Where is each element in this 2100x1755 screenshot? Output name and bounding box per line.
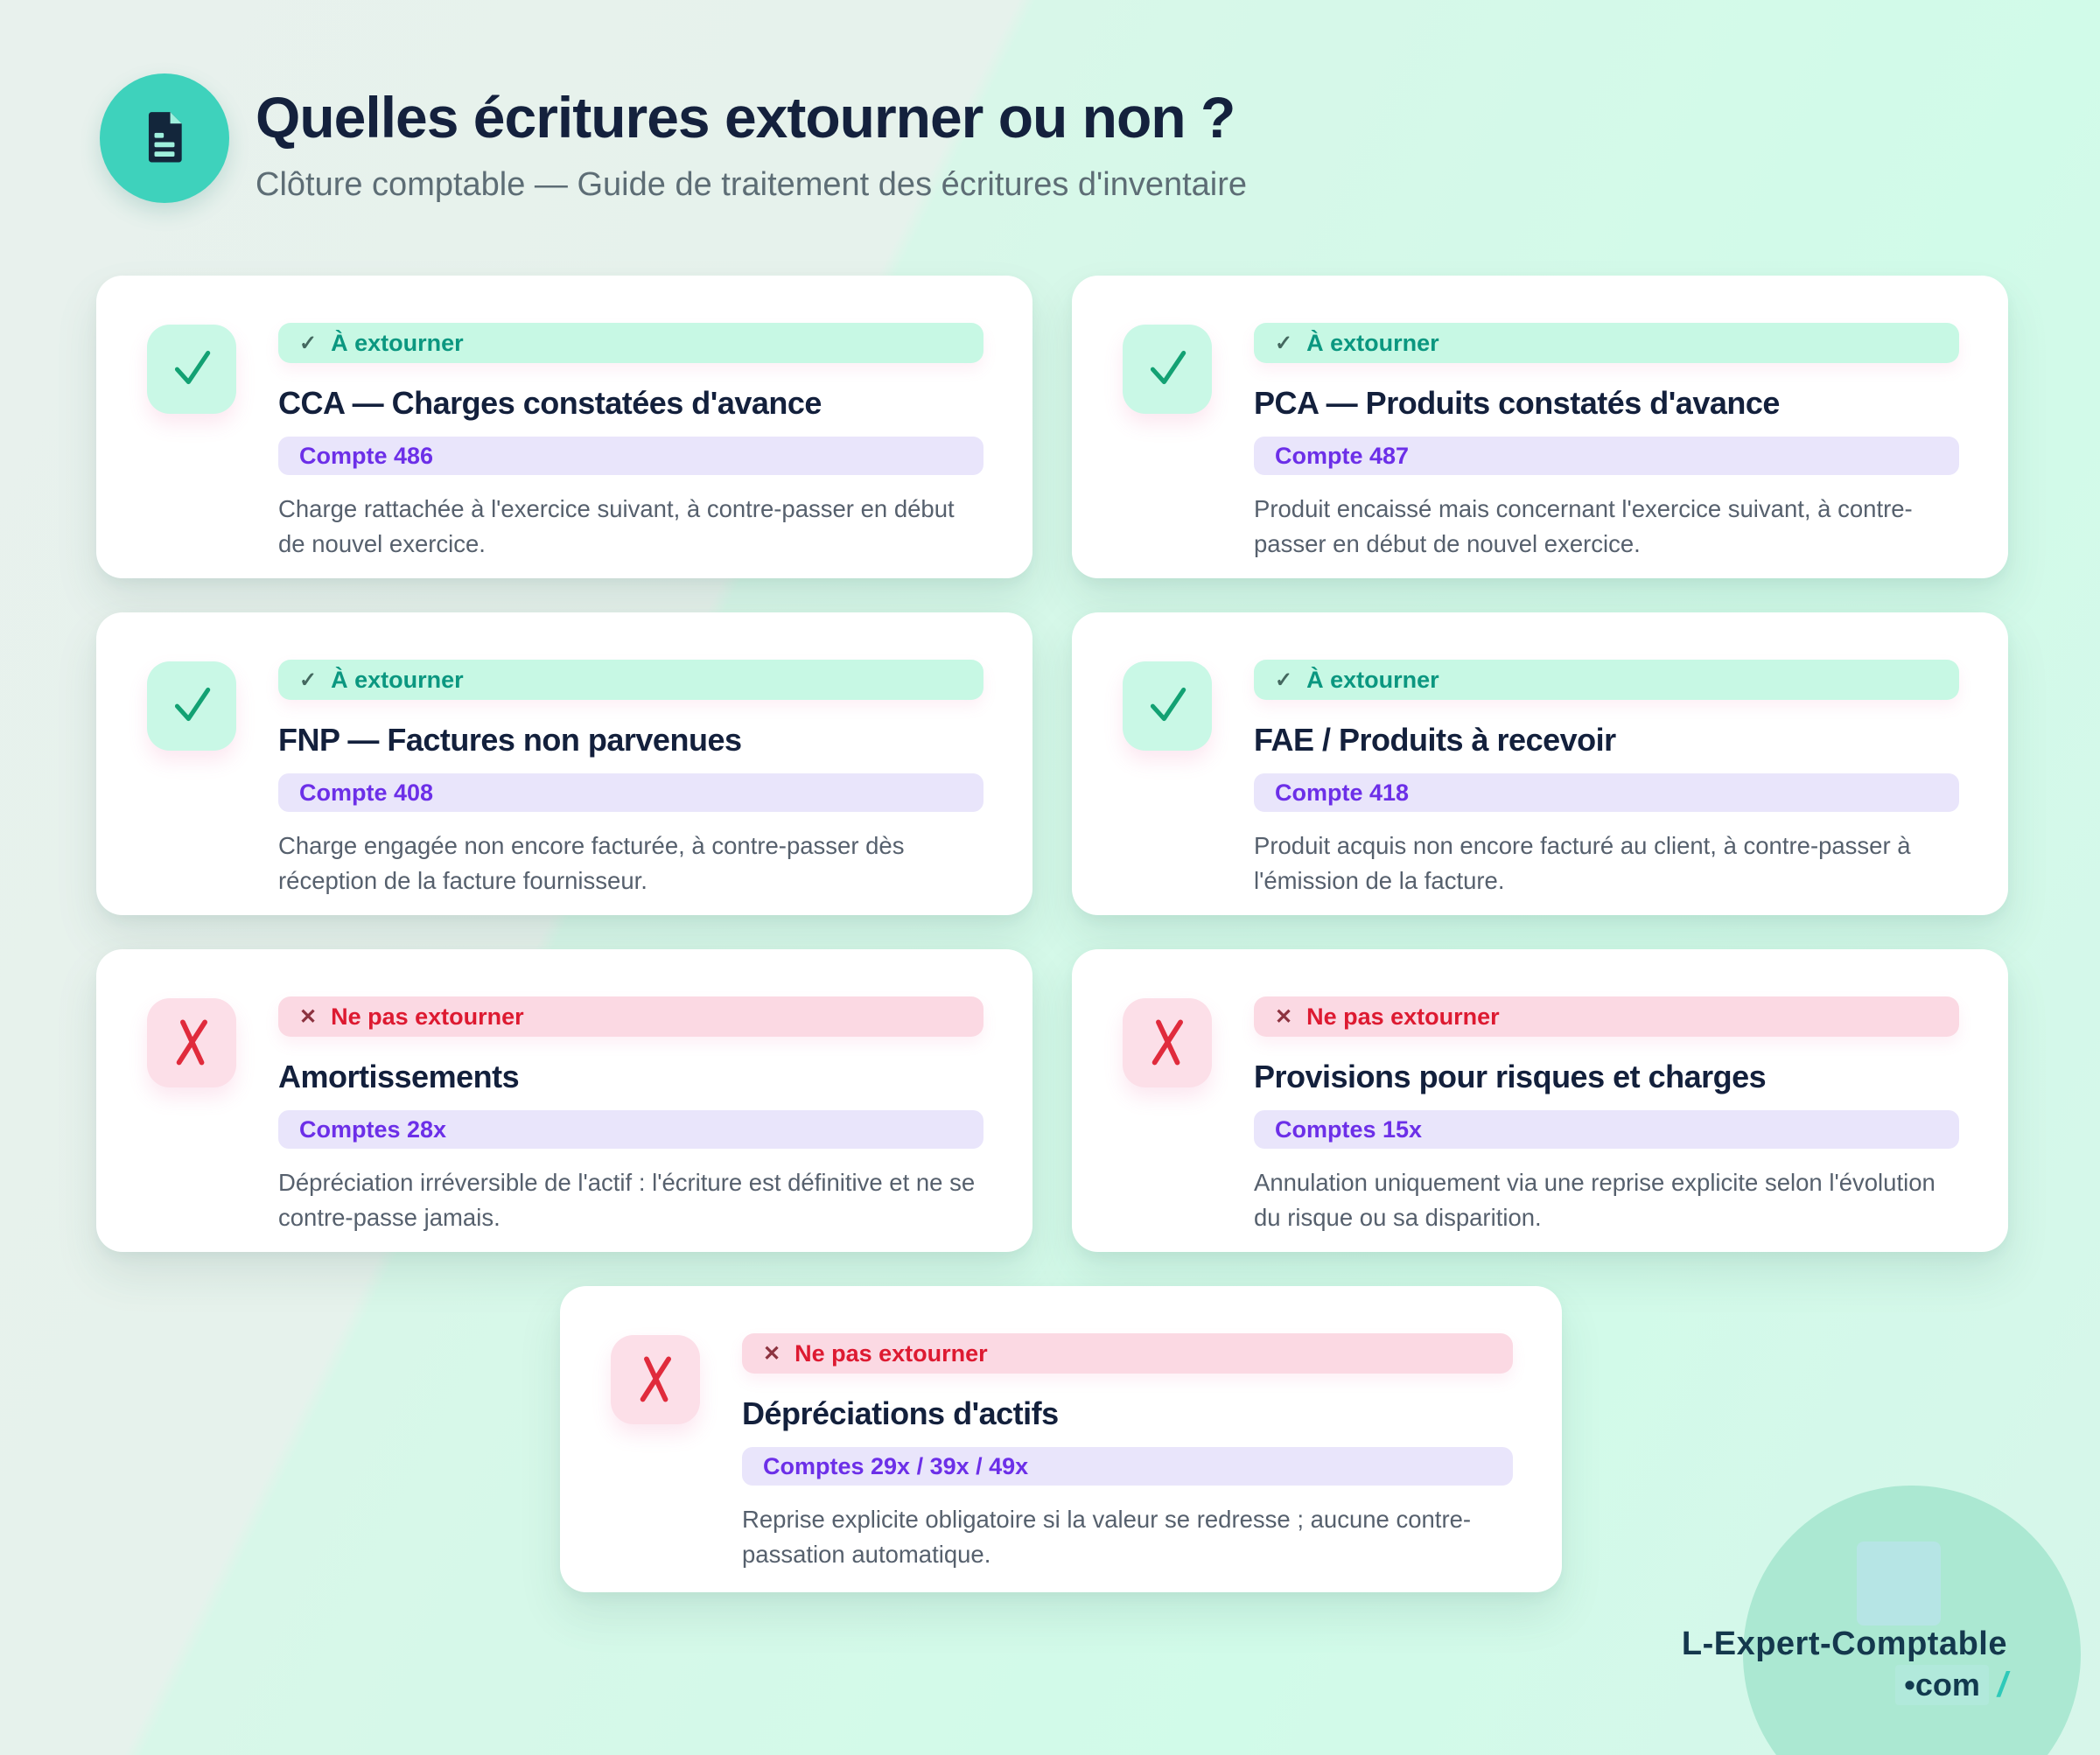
status-tile <box>611 1335 700 1424</box>
status-tile <box>1123 661 1212 751</box>
cross-icon: ✕ <box>299 1004 318 1029</box>
status-badge <box>278 996 984 1037</box>
card-title: Provisions pour risques et charges <box>1254 1059 1767 1094</box>
check-icon: ✓ <box>1275 668 1293 692</box>
card-description: Charge rattachée à l'exercice suivant, à contre-passer en début de nouvel exercice. <box>278 495 955 557</box>
status-badge-label: À extourner <box>331 666 464 693</box>
card-description: Dépréciation irréversible de l'actif : l'écriture est définitive et ne se contre-passe jamais. <box>278 1169 976 1231</box>
check-icon <box>160 336 223 403</box>
cross-icon <box>1136 1010 1199 1077</box>
status-badge-label: Ne pas extourner <box>794 1339 988 1367</box>
status-badge-label: À extourner <box>1306 666 1439 693</box>
card-title: FNP — Factures non parvenues <box>278 722 742 758</box>
check-icon: ✓ <box>299 668 318 692</box>
cross-icon: ✕ <box>1275 1004 1293 1029</box>
status-badge-label: Ne pas extourner <box>331 1003 524 1030</box>
card-title: Dépréciations d'actifs <box>742 1395 1059 1431</box>
check-icon: ✓ <box>299 331 318 355</box>
cross-icon <box>160 1010 223 1077</box>
status-tile <box>147 661 236 751</box>
card-description: Charge engagée non encore facturée, à contre-passer dès réception de la facture fournisseur. <box>278 832 905 894</box>
check-icon <box>1136 673 1199 740</box>
status-badge <box>278 660 984 700</box>
status-badge-label: Ne pas extourner <box>1306 1003 1500 1030</box>
status-tile <box>1123 325 1212 414</box>
card-fae <box>1072 612 2008 915</box>
card-description: Annulation uniquement via une reprise explicite selon l'évolution du risque ou sa disparition. <box>1254 1169 1936 1231</box>
status-badge <box>1254 323 1959 363</box>
card-title: FAE / Produits à recevoir <box>1254 722 1616 758</box>
decorative-square <box>1857 1542 1941 1626</box>
card-content <box>1254 276 1959 562</box>
header-icon-circle <box>100 73 229 203</box>
card-description: Produit encaissé mais concernant l'exercice suivant, à contre-passer en début de nouvel exercice. <box>1254 495 1913 557</box>
card-content <box>1254 949 1959 1235</box>
brand-logo <box>1682 1626 2007 1705</box>
account-pill: Compte 418 <box>1254 773 1959 812</box>
status-tile <box>1123 998 1212 1087</box>
brand-suffix: •com <box>1895 1665 1989 1705</box>
card-depreciations <box>560 1286 1562 1592</box>
card-content <box>1254 612 1959 898</box>
card-provisions <box>1072 949 2008 1252</box>
account-pill: Compte 486 <box>278 437 984 475</box>
account-pill: Comptes 28x <box>278 1110 984 1149</box>
page-subtitle: Clôture comptable — Guide de traitement des écritures d'inventaire <box>256 166 1248 203</box>
page-title: Quelles écritures extourner ou non ? <box>256 85 1236 150</box>
card-cca <box>96 276 1032 578</box>
cross-icon: ✕ <box>763 1341 781 1366</box>
check-icon <box>1136 336 1199 403</box>
brand-name: L-Expert-Comptable <box>1681 1626 2007 1662</box>
card-content <box>278 612 984 898</box>
cross-icon <box>624 1346 687 1414</box>
status-tile <box>147 325 236 414</box>
status-badge <box>1254 660 1959 700</box>
status-badge <box>278 323 984 363</box>
card-pca <box>1072 276 2008 578</box>
card-title: CCA — Charges constatées d'avance <box>278 385 822 421</box>
account-pill: Comptes 29x / 39x / 49x <box>742 1447 1513 1486</box>
status-badge-label: À extourner <box>331 329 464 356</box>
card-content <box>742 1286 1513 1572</box>
status-badge <box>1254 996 1959 1037</box>
card-description: Produit acquis non encore facturé au client, à contre-passer à l'émission de la facture. <box>1254 832 1911 894</box>
account-pill: Compte 487 <box>1254 437 1959 475</box>
card-title: Amortissements <box>278 1059 520 1094</box>
card-amortissements <box>96 949 1032 1252</box>
account-pill: Comptes 15x <box>1254 1110 1959 1149</box>
brand-suffix-row <box>1682 1665 2007 1705</box>
check-icon: ✓ <box>1275 331 1293 355</box>
card-title: PCA — Produits constatés d'avance <box>1254 385 1780 421</box>
check-icon <box>160 673 223 740</box>
card-fnp <box>96 612 1032 915</box>
document-icon <box>129 101 200 177</box>
card-content <box>278 949 984 1235</box>
status-badge-label: À extourner <box>1306 329 1439 356</box>
card-description: Reprise explicite obligatoire si la valeur se redresse ; aucune contre-passation automatique. <box>742 1506 1472 1568</box>
account-pill: Compte 408 <box>278 773 984 812</box>
status-badge <box>742 1333 1513 1374</box>
logo-slash-icon: / <box>1997 1665 2007 1704</box>
card-content <box>278 276 984 562</box>
status-tile <box>147 998 236 1087</box>
